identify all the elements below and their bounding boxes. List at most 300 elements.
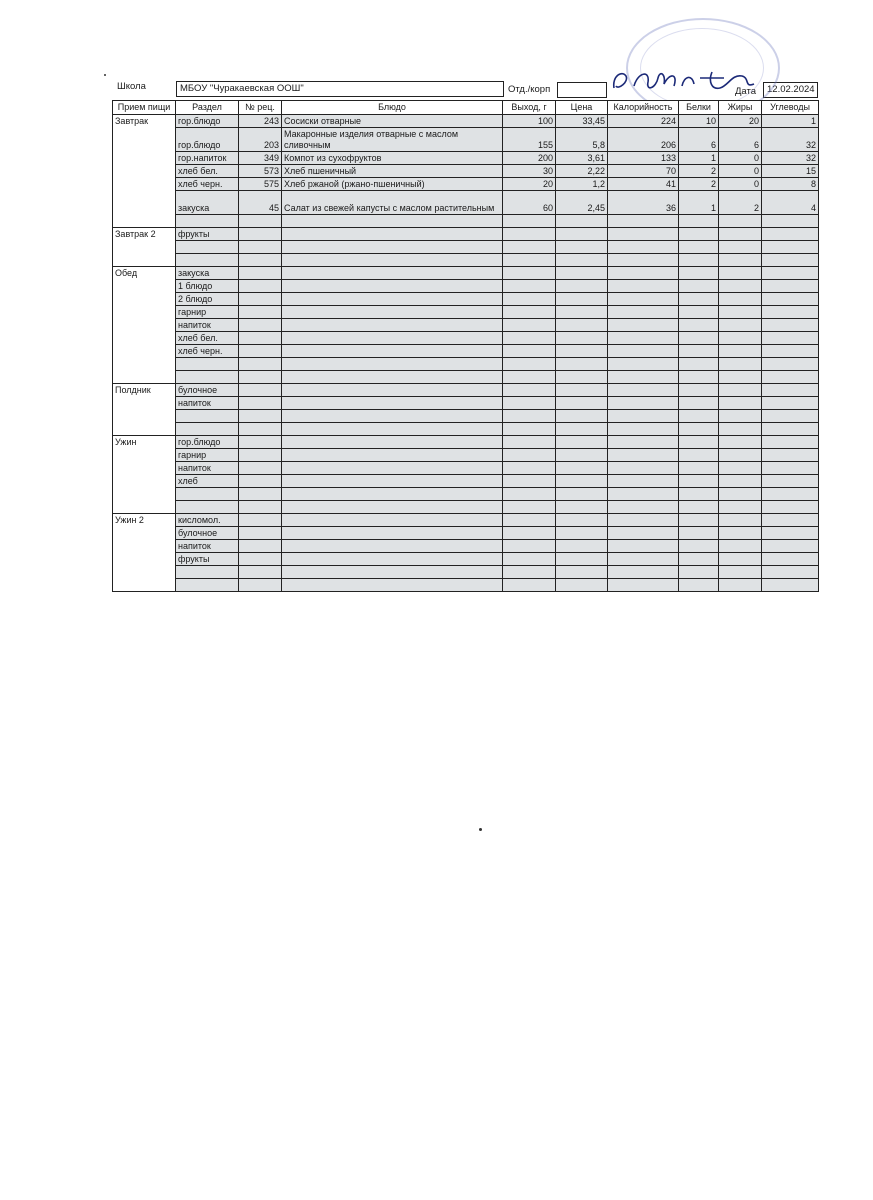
table-row (113, 527, 819, 540)
section-cell: напиток (176, 540, 239, 553)
protein-cell (679, 280, 719, 293)
carbs-cell: 32 (762, 128, 819, 152)
recipe-cell (239, 475, 282, 488)
carbs-cell (762, 397, 819, 410)
price-cell (556, 566, 608, 579)
kcal-cell (608, 436, 679, 449)
dish-cell (282, 280, 503, 293)
dish-cell (282, 319, 503, 332)
weight-cell (503, 410, 556, 423)
recipe-cell (239, 527, 282, 540)
fat-cell (719, 475, 762, 488)
price-cell (556, 527, 608, 540)
table-row (113, 449, 819, 462)
kcal-cell (608, 514, 679, 527)
price-cell: 3,61 (556, 152, 608, 165)
kcal-cell (608, 540, 679, 553)
recipe-cell (239, 254, 282, 267)
signature (604, 66, 764, 96)
carbs-cell (762, 579, 819, 592)
table-row (113, 115, 819, 128)
col-header-dish: Блюдо (282, 101, 503, 115)
recipe-cell: 243 (239, 115, 282, 128)
recipe-cell (239, 579, 282, 592)
table-row (113, 228, 819, 241)
section-cell (176, 566, 239, 579)
carbs-cell (762, 345, 819, 358)
section-cell: хлеб (176, 475, 239, 488)
date-field: 12.02.2024 (763, 82, 818, 98)
weight-cell (503, 566, 556, 579)
dish-cell (282, 241, 503, 254)
section-cell: хлеб черн. (176, 178, 239, 191)
weight-cell (503, 553, 556, 566)
price-cell (556, 371, 608, 384)
weight-cell: 155 (503, 128, 556, 152)
recipe-cell (239, 540, 282, 553)
weight-cell (503, 306, 556, 319)
kcal-cell (608, 579, 679, 592)
dish-cell (282, 553, 503, 566)
col-header-protein: Белки (679, 101, 719, 115)
carbs-cell (762, 423, 819, 436)
table-row (113, 384, 819, 397)
weight-cell: 200 (503, 152, 556, 165)
protein-cell (679, 371, 719, 384)
protein-cell (679, 384, 719, 397)
protein-cell (679, 462, 719, 475)
dish-cell: Компот из сухофруктов (282, 152, 503, 165)
fat-cell (719, 241, 762, 254)
recipe-cell (239, 293, 282, 306)
table-row (113, 397, 819, 410)
section-cell: фрукты (176, 553, 239, 566)
protein-cell: 6 (679, 128, 719, 152)
section-cell (176, 254, 239, 267)
carbs-cell (762, 319, 819, 332)
weight-cell (503, 371, 556, 384)
protein-cell (679, 501, 719, 514)
carbs-cell (762, 254, 819, 267)
price-cell (556, 267, 608, 280)
meal-cell: Завтрак 2 (113, 228, 176, 267)
fat-cell (719, 293, 762, 306)
fat-cell (719, 423, 762, 436)
recipe-cell: 573 (239, 165, 282, 178)
carbs-cell (762, 553, 819, 566)
kcal-cell (608, 215, 679, 228)
table-row (113, 254, 819, 267)
dish-cell (282, 475, 503, 488)
meal-cell: Завтрак (113, 115, 176, 228)
section-cell (176, 579, 239, 592)
weight-cell (503, 293, 556, 306)
carbs-cell (762, 241, 819, 254)
dept-field (557, 82, 607, 98)
table-row (113, 128, 819, 152)
dish-cell (282, 384, 503, 397)
recipe-cell (239, 384, 282, 397)
protein-cell: 2 (679, 178, 719, 191)
school-label: Школа (117, 81, 146, 92)
protein-cell (679, 306, 719, 319)
weight-cell: 100 (503, 115, 556, 128)
weight-cell (503, 384, 556, 397)
carbs-cell (762, 540, 819, 553)
protein-cell (679, 358, 719, 371)
section-cell (176, 410, 239, 423)
table-row (113, 436, 819, 449)
carbs-cell (762, 514, 819, 527)
weight-cell (503, 527, 556, 540)
weight-cell (503, 501, 556, 514)
dish-cell (282, 306, 503, 319)
dish-cell (282, 436, 503, 449)
section-cell: булочное (176, 384, 239, 397)
price-cell (556, 553, 608, 566)
carbs-cell (762, 501, 819, 514)
fat-cell (719, 345, 762, 358)
carbs-cell (762, 228, 819, 241)
price-cell: 33,45 (556, 115, 608, 128)
weight-cell (503, 254, 556, 267)
kcal-cell (608, 449, 679, 462)
section-cell: гарнир (176, 449, 239, 462)
weight-cell (503, 228, 556, 241)
price-cell (556, 293, 608, 306)
weight-cell (503, 579, 556, 592)
kcal-cell (608, 306, 679, 319)
section-cell: фрукты (176, 228, 239, 241)
section-cell: закуска (176, 267, 239, 280)
recipe-cell (239, 228, 282, 241)
recipe-cell (239, 501, 282, 514)
protein-cell (679, 410, 719, 423)
section-cell (176, 488, 239, 501)
fat-cell (719, 228, 762, 241)
fat-cell (719, 540, 762, 553)
dish-cell (282, 514, 503, 527)
weight-cell (503, 488, 556, 501)
recipe-cell (239, 345, 282, 358)
dish-cell (282, 215, 503, 228)
col-header-recipe: № рец. (239, 101, 282, 115)
weight-cell (503, 241, 556, 254)
carbs-cell (762, 462, 819, 475)
protein-cell (679, 449, 719, 462)
kcal-cell: 41 (608, 178, 679, 191)
carbs-cell (762, 371, 819, 384)
kcal-cell (608, 475, 679, 488)
table-row (113, 358, 819, 371)
kcal-cell: 70 (608, 165, 679, 178)
price-cell: 2,45 (556, 191, 608, 215)
fat-cell (719, 462, 762, 475)
weight-cell (503, 280, 556, 293)
fat-cell (719, 514, 762, 527)
table-row (113, 579, 819, 592)
price-cell: 2,22 (556, 165, 608, 178)
table-row (113, 165, 819, 178)
price-cell (556, 254, 608, 267)
section-cell (176, 501, 239, 514)
price-cell (556, 540, 608, 553)
price-cell (556, 475, 608, 488)
price-cell (556, 345, 608, 358)
fat-cell: 20 (719, 115, 762, 128)
weight-cell (503, 540, 556, 553)
col-header-weight: Выход, г (503, 101, 556, 115)
fat-cell: 0 (719, 152, 762, 165)
weight-cell (503, 475, 556, 488)
dish-cell (282, 527, 503, 540)
kcal-cell (608, 423, 679, 436)
recipe-cell: 203 (239, 128, 282, 152)
price-cell (556, 514, 608, 527)
dish-cell (282, 488, 503, 501)
weight-cell (503, 397, 556, 410)
recipe-cell: 349 (239, 152, 282, 165)
kcal-cell: 224 (608, 115, 679, 128)
dish-cell (282, 501, 503, 514)
section-cell: гор.блюдо (176, 115, 239, 128)
kcal-cell (608, 267, 679, 280)
table-header-row (113, 101, 819, 115)
fat-cell (719, 280, 762, 293)
recipe-cell (239, 267, 282, 280)
fat-cell: 0 (719, 165, 762, 178)
protein-cell (679, 241, 719, 254)
carbs-cell (762, 384, 819, 397)
protein-cell (679, 540, 719, 553)
recipe-cell (239, 423, 282, 436)
recipe-cell (239, 358, 282, 371)
dish-cell: Сосиски отварные (282, 115, 503, 128)
meal-cell: Ужин (113, 436, 176, 514)
price-cell (556, 397, 608, 410)
table-row (113, 475, 819, 488)
col-header-carbs: Углеводы (762, 101, 819, 115)
weight-cell (503, 358, 556, 371)
carbs-cell: 4 (762, 191, 819, 215)
price-cell (556, 501, 608, 514)
section-cell: гор.блюдо (176, 436, 239, 449)
protein-cell: 2 (679, 165, 719, 178)
price-cell (556, 436, 608, 449)
dish-cell (282, 371, 503, 384)
table-row (113, 488, 819, 501)
fat-cell (719, 332, 762, 345)
section-cell: напиток (176, 319, 239, 332)
table-row (113, 178, 819, 191)
recipe-cell: 575 (239, 178, 282, 191)
protein-cell (679, 475, 719, 488)
protein-cell (679, 397, 719, 410)
carbs-cell (762, 215, 819, 228)
table-row (113, 241, 819, 254)
weight-cell (503, 436, 556, 449)
price-cell (556, 410, 608, 423)
recipe-cell (239, 488, 282, 501)
carbs-cell (762, 449, 819, 462)
protein-cell (679, 319, 719, 332)
protein-cell: 1 (679, 191, 719, 215)
table-row (113, 540, 819, 553)
protein-cell (679, 488, 719, 501)
protein-cell: 1 (679, 152, 719, 165)
fat-cell (719, 319, 762, 332)
protein-cell (679, 267, 719, 280)
dish-cell (282, 423, 503, 436)
fat-cell (719, 553, 762, 566)
table-row (113, 267, 819, 280)
fat-cell (719, 566, 762, 579)
section-cell: 1 блюдо (176, 280, 239, 293)
kcal-cell (608, 527, 679, 540)
table-row (113, 410, 819, 423)
dept-label: Отд./корп (508, 84, 551, 95)
section-cell (176, 215, 239, 228)
protein-cell (679, 345, 719, 358)
weight-cell: 30 (503, 165, 556, 178)
dish-cell (282, 462, 503, 475)
meal-cell: Обед (113, 267, 176, 384)
kcal-cell (608, 553, 679, 566)
section-cell (176, 423, 239, 436)
kcal-cell: 133 (608, 152, 679, 165)
fat-cell (719, 488, 762, 501)
recipe-cell (239, 371, 282, 384)
section-cell: хлеб бел. (176, 332, 239, 345)
table-row (113, 215, 819, 228)
kcal-cell: 206 (608, 128, 679, 152)
table-row (113, 306, 819, 319)
carbs-cell (762, 280, 819, 293)
protein-cell: 10 (679, 115, 719, 128)
section-cell: закуска (176, 191, 239, 215)
meal-cell: Полдник (113, 384, 176, 436)
dish-cell: Хлеб пшеничный (282, 165, 503, 178)
kcal-cell (608, 397, 679, 410)
dish-cell: Салат из свежей капусты с маслом растительным (282, 191, 503, 215)
price-cell (556, 306, 608, 319)
weight-cell: 20 (503, 178, 556, 191)
recipe-cell (239, 553, 282, 566)
meal-cell: Ужин 2 (113, 514, 176, 592)
fat-cell (719, 358, 762, 371)
weight-cell (503, 423, 556, 436)
protein-cell (679, 423, 719, 436)
recipe-cell: 45 (239, 191, 282, 215)
carbs-cell (762, 475, 819, 488)
carbs-cell: 32 (762, 152, 819, 165)
weight-cell (503, 267, 556, 280)
table-row (113, 280, 819, 293)
kcal-cell (608, 241, 679, 254)
kcal-cell (608, 358, 679, 371)
dish-cell (282, 358, 503, 371)
kcal-cell (608, 384, 679, 397)
recipe-cell (239, 436, 282, 449)
carbs-cell (762, 436, 819, 449)
weight-cell (503, 319, 556, 332)
weight-cell (503, 332, 556, 345)
fat-cell (719, 436, 762, 449)
recipe-cell (239, 397, 282, 410)
recipe-cell (239, 215, 282, 228)
carbs-cell (762, 527, 819, 540)
table-row (113, 319, 819, 332)
recipe-cell (239, 306, 282, 319)
recipe-cell (239, 319, 282, 332)
table-row (113, 152, 819, 165)
section-cell: 2 блюдо (176, 293, 239, 306)
price-cell (556, 488, 608, 501)
table-row (113, 462, 819, 475)
dish-cell (282, 449, 503, 462)
recipe-cell (239, 462, 282, 475)
scan-speck (479, 828, 482, 831)
price-cell (556, 215, 608, 228)
col-header-fat: Жиры (719, 101, 762, 115)
protein-cell (679, 553, 719, 566)
weight-cell (503, 215, 556, 228)
kcal-cell: 36 (608, 191, 679, 215)
fat-cell (719, 371, 762, 384)
date-label: Дата (735, 86, 757, 97)
dish-cell (282, 228, 503, 241)
fat-cell (719, 267, 762, 280)
carbs-cell (762, 267, 819, 280)
kcal-cell (608, 410, 679, 423)
section-cell: напиток (176, 462, 239, 475)
kcal-cell (608, 293, 679, 306)
col-header-meal: Прием пищи (113, 101, 176, 115)
carbs-cell (762, 566, 819, 579)
price-cell (556, 384, 608, 397)
price-cell (556, 579, 608, 592)
table-row (113, 293, 819, 306)
price-cell (556, 449, 608, 462)
carbs-cell: 8 (762, 178, 819, 191)
dish-cell (282, 579, 503, 592)
recipe-cell (239, 410, 282, 423)
price-cell (556, 319, 608, 332)
section-cell: гарнир (176, 306, 239, 319)
section-cell: напиток (176, 397, 239, 410)
recipe-cell (239, 332, 282, 345)
dish-cell (282, 293, 503, 306)
dish-cell (282, 332, 503, 345)
protein-cell (679, 566, 719, 579)
carbs-cell (762, 358, 819, 371)
table-row (113, 553, 819, 566)
table-row (113, 501, 819, 514)
carbs-cell: 15 (762, 165, 819, 178)
protein-cell (679, 436, 719, 449)
protein-cell (679, 293, 719, 306)
carbs-cell: 1 (762, 115, 819, 128)
dish-cell (282, 540, 503, 553)
price-cell (556, 280, 608, 293)
carbs-cell (762, 488, 819, 501)
kcal-cell (608, 488, 679, 501)
fat-cell: 2 (719, 191, 762, 215)
table-row (113, 566, 819, 579)
weight-cell (503, 462, 556, 475)
section-cell: хлеб черн. (176, 345, 239, 358)
table-row (113, 371, 819, 384)
